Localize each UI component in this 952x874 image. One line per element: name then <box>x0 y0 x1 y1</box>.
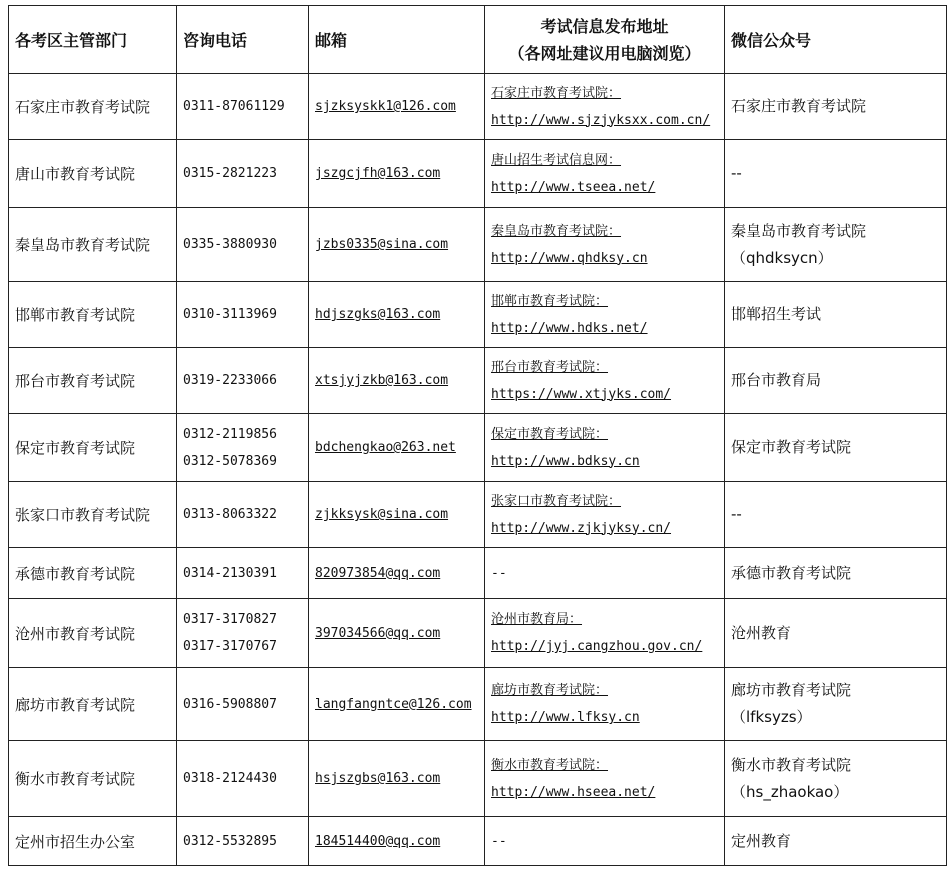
wechat-cell <box>725 668 947 741</box>
phone-number-2: 0317-3170767 <box>183 639 277 654</box>
dept-cell: 邯郸市教育考试院 <box>9 282 177 348</box>
table-row <box>9 348 947 414</box>
table-row <box>9 548 947 599</box>
email-cell <box>309 282 485 348</box>
wechat-cell <box>725 74 947 140</box>
phone-number: 0319-2233066 <box>183 373 277 388</box>
site-url-link[interactable]: http://www.lfksy.cn <box>491 710 640 725</box>
wechat-account: 保定市教育考试院 <box>731 438 852 456</box>
phone-number: 0316-5908807 <box>183 696 277 712</box>
email-cell <box>309 140 485 208</box>
site-cell <box>485 282 725 348</box>
email-link[interactable]: bdchengkao@263.net <box>315 440 456 455</box>
phone-number: 0313-8063322 <box>183 507 277 522</box>
phone-cell <box>177 140 309 208</box>
email-cell <box>309 817 485 866</box>
dept-cell: 承德市教育考试院 <box>9 548 177 599</box>
wechat-account: 秦皇岛市教育考试院 <box>731 221 867 240</box>
site-name: -- <box>491 565 507 581</box>
wechat-account: 定州教育 <box>731 831 792 850</box>
email-link[interactable]: 184514400@qq.com <box>315 833 441 849</box>
site-name[interactable]: 衡水市教育考试院： <box>491 757 609 773</box>
site-cell <box>485 140 725 208</box>
site-cell <box>485 817 725 866</box>
dept-cell: 唐山市教育考试院 <box>9 140 177 208</box>
contacts-table <box>8 5 947 866</box>
wechat-id: （qhdksycn） <box>731 248 833 267</box>
dept-cell: 沧州市教育考试院 <box>9 599 177 668</box>
site-name[interactable]: 秦皇岛市教育考试院： <box>491 223 622 239</box>
email-cell <box>309 741 485 817</box>
dept-cell: 石家庄市教育考试院 <box>9 74 177 140</box>
site-cell <box>485 482 725 548</box>
site-cell <box>485 599 725 668</box>
email-cell <box>309 208 485 282</box>
phone-cell <box>177 74 309 140</box>
site-name[interactable]: 保定市教育考试院： <box>491 426 609 442</box>
site-name[interactable]: 沧州市教育局： <box>491 612 583 627</box>
dept-cell: 廊坊市教育考试院 <box>9 668 177 741</box>
email-cell <box>309 348 485 414</box>
wechat-cell <box>725 414 947 482</box>
email-link[interactable]: zjkksysk@sina.com <box>315 507 449 522</box>
site-name[interactable]: 邢台市教育考试院： <box>491 359 609 375</box>
wechat-account: -- <box>731 505 742 523</box>
phone-number: 0318-2124430 <box>183 771 277 786</box>
wechat-cell <box>725 348 947 414</box>
site-name[interactable]: 张家口市教育考试院： <box>491 493 622 509</box>
email-link[interactable]: 820973854@qq.com <box>315 565 441 581</box>
site-url-link[interactable]: http://www.bdksy.cn <box>491 453 640 469</box>
table-row <box>9 482 947 548</box>
header-row <box>9 6 947 74</box>
phone-number: 0335-3880930 <box>183 237 277 252</box>
email-cell <box>309 414 485 482</box>
email-cell <box>309 668 485 741</box>
wechat-account: 邢台市教育局 <box>731 371 822 389</box>
phone-cell <box>177 482 309 548</box>
email-link[interactable]: xtsjyjzkb@163.com <box>315 373 449 388</box>
wechat-cell <box>725 482 947 548</box>
site-name[interactable]: 石家庄市教育考试院： <box>491 85 622 101</box>
wechat-id: （hs_zhaokao） <box>731 782 849 801</box>
wechat-account: 承德市教育考试院 <box>731 563 852 582</box>
wechat-cell <box>725 140 947 208</box>
phone-cell <box>177 817 309 866</box>
table-row <box>9 414 947 482</box>
email-link[interactable]: jzbs0335@sina.com <box>315 237 449 252</box>
table-row <box>9 599 947 668</box>
wechat-cell <box>725 208 947 282</box>
site-name: -- <box>491 833 507 849</box>
wechat-account: 石家庄市教育考试院 <box>731 97 867 115</box>
header-site-title: 考试信息发布地址 <box>540 16 669 36</box>
wechat-cell <box>725 817 947 866</box>
site-name[interactable]: 唐山招生考试信息网： <box>491 152 622 168</box>
phone-number: 0311-87061129 <box>183 99 285 114</box>
dept-cell: 衡水市教育考试院 <box>9 741 177 817</box>
phone-number: 0310-3113969 <box>183 307 277 322</box>
phone-cell <box>177 599 309 668</box>
site-cell <box>485 348 725 414</box>
email-link[interactable]: jszgcjfh@163.com <box>315 166 441 181</box>
header-dept: 各考区主管部门 <box>9 6 177 74</box>
dept-cell: 张家口市教育考试院 <box>9 482 177 548</box>
dept-cell: 邢台市教育考试院 <box>9 348 177 414</box>
phone-number: 0312-5532895 <box>183 833 277 849</box>
site-url-link[interactable]: http://www.sjzjyksxx.com.cn/ <box>491 112 711 128</box>
phone-cell <box>177 208 309 282</box>
email-link[interactable]: langfangntce@126.com <box>315 696 472 712</box>
phone-number: 0317-3170827 <box>183 612 277 627</box>
site-url-link[interactable]: http://www.zjkjyksy.cn/ <box>491 520 672 536</box>
wechat-id: （lfksyzs） <box>731 708 812 726</box>
site-cell <box>485 548 725 599</box>
table-row <box>9 282 947 348</box>
wechat-cell <box>725 548 947 599</box>
header-site-note: （各网址建议用电脑浏览） <box>508 43 701 63</box>
wechat-account: 邯郸招生考试 <box>731 305 822 323</box>
phone-cell <box>177 282 309 348</box>
phone-number-2: 0312-5078369 <box>183 453 277 469</box>
wechat-account: 沧州教育 <box>731 623 792 642</box>
header-site <box>485 6 725 74</box>
site-cell <box>485 414 725 482</box>
table-row <box>9 817 947 866</box>
site-url-link[interactable]: http://jyj.cangzhou.gov.cn/ <box>491 639 703 654</box>
email-cell <box>309 74 485 140</box>
email-cell <box>309 482 485 548</box>
table-row <box>9 741 947 817</box>
site-url-link[interactable]: http://www.qhdksy.cn <box>491 250 648 266</box>
phone-number: 0314-2130391 <box>183 565 277 581</box>
email-link[interactable]: 397034566@qq.com <box>315 625 441 641</box>
dept-cell: 定州市招生办公室 <box>9 817 177 866</box>
table-row <box>9 140 947 208</box>
wechat-cell <box>725 599 947 668</box>
phone-cell <box>177 741 309 817</box>
header-phone: 咨询电话 <box>177 6 309 74</box>
site-cell <box>485 741 725 817</box>
email-cell <box>309 548 485 599</box>
phone-cell <box>177 668 309 741</box>
phone-cell <box>177 348 309 414</box>
site-url-link[interactable]: https://www.xtjyks.com/ <box>491 386 672 402</box>
wechat-cell <box>725 741 947 817</box>
wechat-account: 廊坊市教育考试院 <box>731 681 852 699</box>
site-url-link[interactable]: http://www.hdks.net/ <box>491 320 648 336</box>
email-link[interactable]: sjzksyskk1@126.com <box>315 99 456 114</box>
dept-cell: 秦皇岛市教育考试院 <box>9 208 177 282</box>
table-row <box>9 208 947 282</box>
phone-number: 0315-2821223 <box>183 166 277 181</box>
header-email: 邮箱 <box>309 6 485 74</box>
email-link[interactable]: hsjszgbs@163.com <box>315 771 441 786</box>
site-cell <box>485 74 725 140</box>
dept-cell: 保定市教育考试院 <box>9 414 177 482</box>
phone-cell <box>177 414 309 482</box>
table-row <box>9 668 947 741</box>
site-name[interactable]: 邯郸市教育考试院： <box>491 293 609 309</box>
wechat-account: 衡水市教育考试院 <box>731 755 852 774</box>
wechat-account: -- <box>731 164 742 182</box>
table-row <box>9 74 947 140</box>
wechat-cell <box>725 282 947 348</box>
email-cell <box>309 599 485 668</box>
site-url-link[interactable]: http://www.hseea.net/ <box>491 784 656 800</box>
email-link[interactable]: hdjszgks@163.com <box>315 307 441 322</box>
phone-cell <box>177 548 309 599</box>
site-cell <box>485 208 725 282</box>
header-wechat: 微信公众号 <box>725 6 947 74</box>
phone-number: 0312-2119856 <box>183 426 277 442</box>
site-name[interactable]: 廊坊市教育考试院： <box>491 683 609 698</box>
site-url-link[interactable]: http://www.tseea.net/ <box>491 179 656 195</box>
site-cell <box>485 668 725 741</box>
